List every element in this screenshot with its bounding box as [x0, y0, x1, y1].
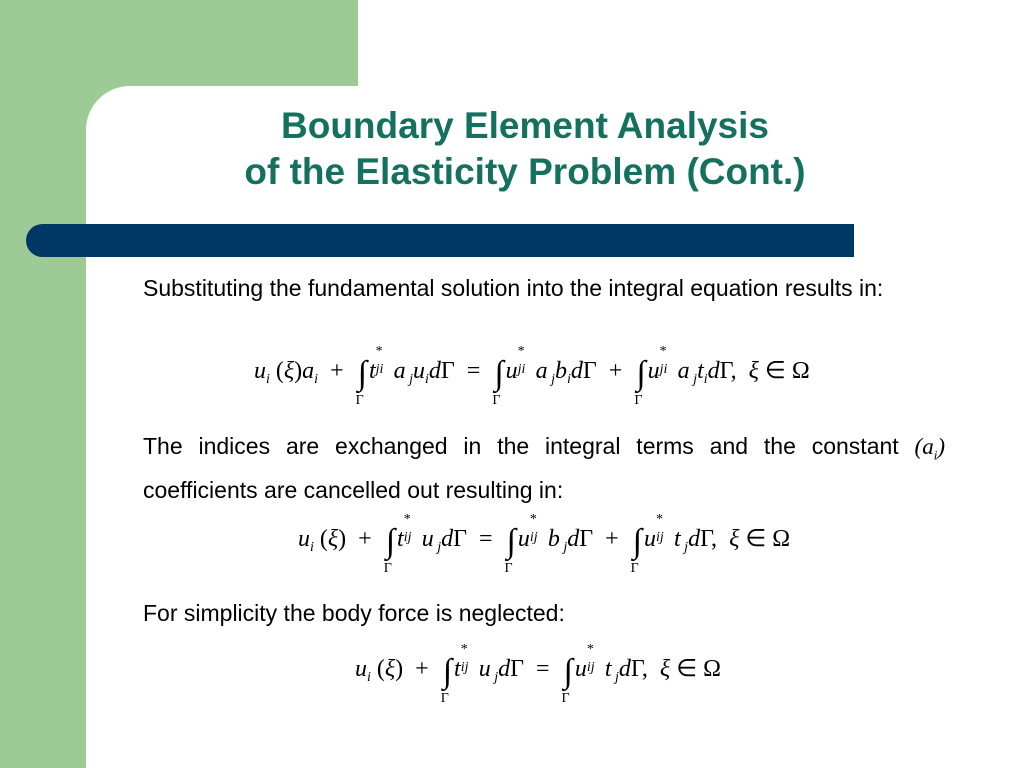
paragraph-substitution: Substituting the fundamental solution into the integral equation results in:	[143, 275, 884, 301]
equation-2: $u_i$ (ξ) + ∫ Γ t * ij u $_j$dΓ = ∫ Γ u * ij b $_j$dΓ + ∫ Γ u * ij t $_j$dΓ, ξ ∈ Ω	[298, 512, 791, 576]
title-line-1: Boundary Element Analysis	[281, 105, 769, 146]
title-line-2: of the Elasticity Problem (Cont.)	[244, 151, 806, 192]
equation-3: $u_i$ (ξ) + ∫ Γ t * ij u $_j$dΓ = ∫ Γ u * ij t $_j$dΓ, ξ ∈ Ω	[355, 642, 721, 706]
background-panel-top	[358, 0, 1024, 86]
title-divider-bar	[26, 224, 854, 257]
slide-title	[150, 103, 900, 195]
constant-a-i: $(a_i)$	[914, 434, 946, 463]
paragraph-body-force: For simplicity the body force is neglected:	[143, 600, 565, 626]
region-tail-1: Γ, ξ ∈ Ω	[719, 358, 810, 384]
paragraph-indices: The indices are exchanged in the integral terms and the constant $(a_i)$ coefficients are cancelled out resulting in:	[143, 433, 946, 503]
equation-1: $u_i$ $(\xi)a_i$ + ∫ Γ t * ji a $_ju_id\Gamma$ = ∫ Γ u * ji a $_jb_id\Gamma$ + ∫ Γ u * ji a $_jt_id\Gamma$, ξ ∈ Ω	[254, 344, 810, 408]
